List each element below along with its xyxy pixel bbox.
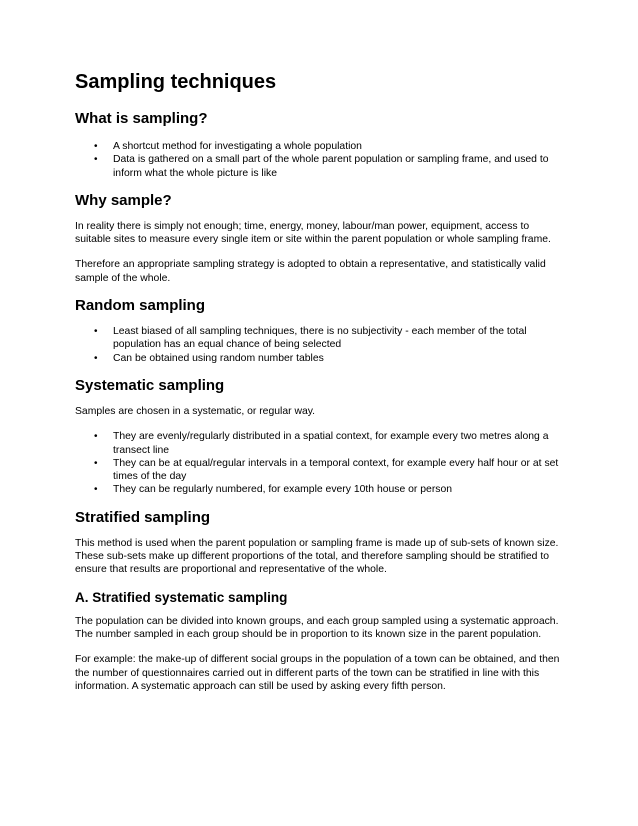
heading-stratified-sampling: Stratified sampling <box>75 508 211 526</box>
list-item: • They can be regularly numbered, for example every 10th house or person <box>94 484 453 496</box>
list-item: • Data is gathered on a small part of the whole parent population or sampling frame, and used to inform what the whole picture is like <box>94 154 549 179</box>
list-item: • They can be at equal/regular intervals in a temporal context, for example every half hour or at set times of the day <box>94 457 559 483</box>
paragraph: Therefore an appropriate sampling strategy is adopted to obtain a representative, and statistically valid sample of the whole. <box>75 259 546 284</box>
paragraph: This method is used when the parent population or sampling frame is made up of sub-sets of known size. These sub-sets make up different proportions of the total, and therefore sampling should be stratified to ensure that results are proportional and representative of the whole. <box>75 537 559 576</box>
list-item: • A shortcut method for investigating a whole population <box>94 141 362 152</box>
heading-systematic-sampling: Systematic sampling <box>75 376 225 394</box>
bullet-icon: • <box>94 431 98 443</box>
document-title: Sampling techniques <box>75 71 277 93</box>
document-page <box>75 70 567 705</box>
list-item: • Least biased of all sampling techniques, there is no subjectivity - each member of the total population has an equal chance of being selected <box>94 326 527 351</box>
list-random-sampling <box>75 325 567 365</box>
bullet-icon: • <box>94 141 98 152</box>
heading-why-sample: Why sample? <box>75 191 172 209</box>
bullet-icon: • <box>94 326 98 338</box>
list-what-is-sampling <box>75 140 567 180</box>
heading-stratified-systematic-sampling: A. Stratified systematic sampling <box>75 589 288 605</box>
list-systematic-sampling <box>75 430 567 496</box>
paragraph: Samples are chosen in a systematic, or regular way. <box>75 405 316 417</box>
bullet-icon: • <box>94 457 98 469</box>
paragraph: In reality there is simply not enough; time, energy, money, labour/man power, equipment, access to suitable sites to measure every single item or site within the parent population or whole sampling frame. <box>75 220 551 246</box>
bullet-icon: • <box>94 484 98 496</box>
paragraph: The population can be divided into known groups, and each group sampled using a systematic approach. The number sampled in each group should be in proportion to its known size in the parent population. <box>75 615 559 640</box>
bullet-icon: • <box>94 154 98 166</box>
heading-random-sampling: Random sampling <box>75 297 206 315</box>
list-item: • They are evenly/regularly distributed in a spatial context, for example every two metres along a transect line <box>94 431 549 456</box>
bullet-icon: • <box>94 352 98 364</box>
list-item: • Can be obtained using random number tables <box>94 352 324 364</box>
heading-what-is-sampling: What is sampling? <box>75 110 208 127</box>
paragraph: For example: the make-up of different social groups in the population of a town can be obtained, and then the number of questionnaires carried out in different parts of the town can be stratified in line with this information. A systematic approach can still be used by asking every fifth person. <box>75 654 560 692</box>
